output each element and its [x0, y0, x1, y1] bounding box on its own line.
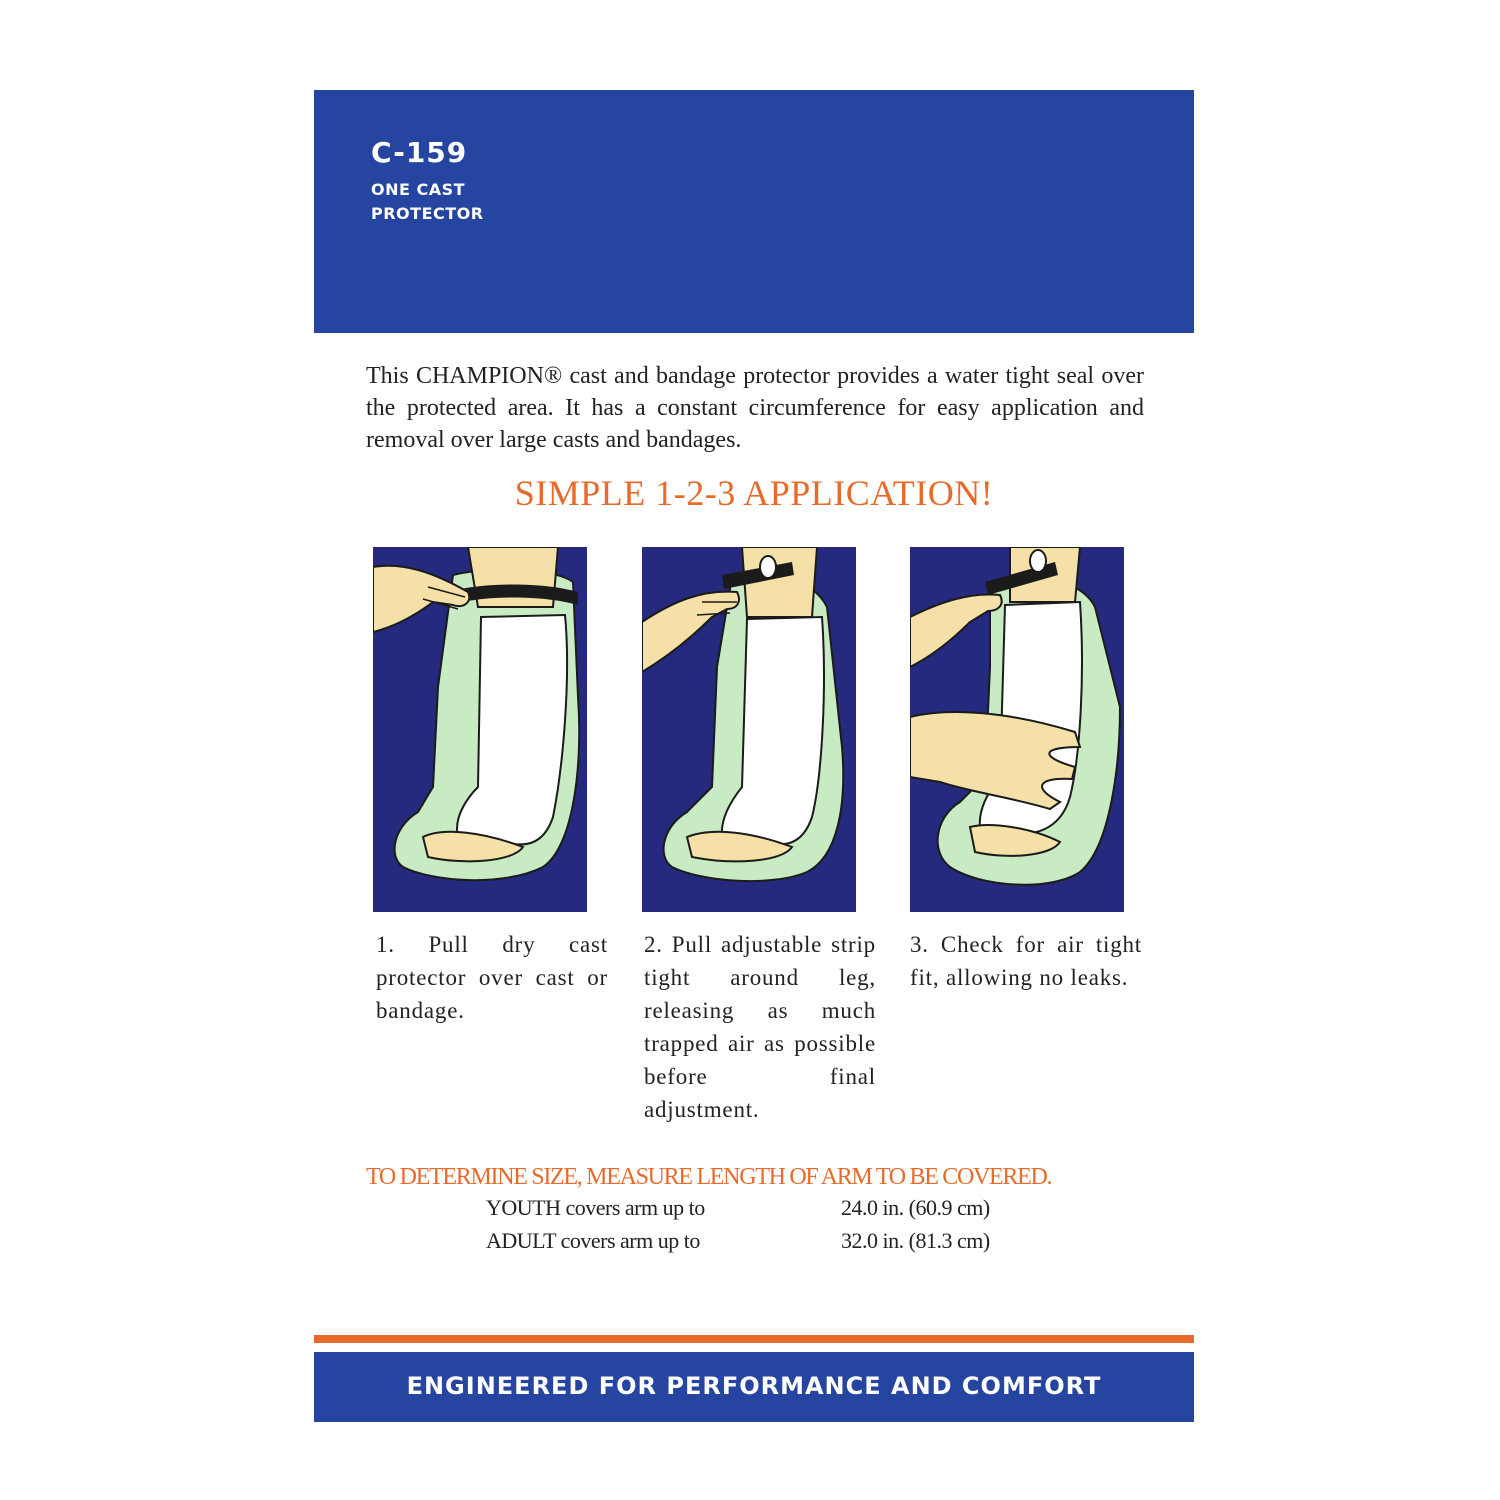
step-3-instruction: 3. Check for air tight fit, allowing no leaks. [910, 932, 1142, 990]
application-heading: SIMPLE 1-2-3 APPLICATION! [514, 473, 994, 513]
product-name-line-2: PROTECTOR [371, 204, 484, 223]
step-1-illustration [373, 547, 587, 912]
size-value: 32.0 in. (81.3 cm) [841, 1228, 990, 1253]
size-label: ADULT covers arm up to [486, 1228, 700, 1253]
size-value: 24.0 in. (60.9 cm) [841, 1195, 990, 1220]
step-1-instruction: 1. Pull dry cast protector over cast or bandage. [376, 932, 608, 1023]
header-banner [314, 90, 1194, 333]
footer-orange-stripe [314, 1335, 1194, 1343]
footer-banner [314, 1352, 1194, 1422]
product-name-line-1: ONE CAST [371, 180, 466, 199]
intro-paragraph: This CHAMPION® cast and bandage protector provides a water tight seal over the protected area. It has a constant circumference for easy application and removal over large casts and bandages. [366, 363, 1144, 453]
step-2-illustration [642, 547, 856, 912]
step-3-illustration [910, 547, 1124, 912]
footer-tagline: ENGINEERED FOR PERFORMANCE AND COMFORT [406, 1372, 1102, 1400]
step-2-instruction: 2. Pull adjustable strip tight around leg, releasing as much trapped air as possible before final adjustment. [644, 932, 876, 1122]
packaging-card [314, 90, 1194, 1422]
sizing-heading: TO DETERMINE SIZE, MEASURE LENGTH OF ARM TO BE COVERED. [366, 1164, 1052, 1190]
product-code: C-159 [371, 136, 468, 169]
size-label: YOUTH covers arm up to [486, 1195, 705, 1220]
